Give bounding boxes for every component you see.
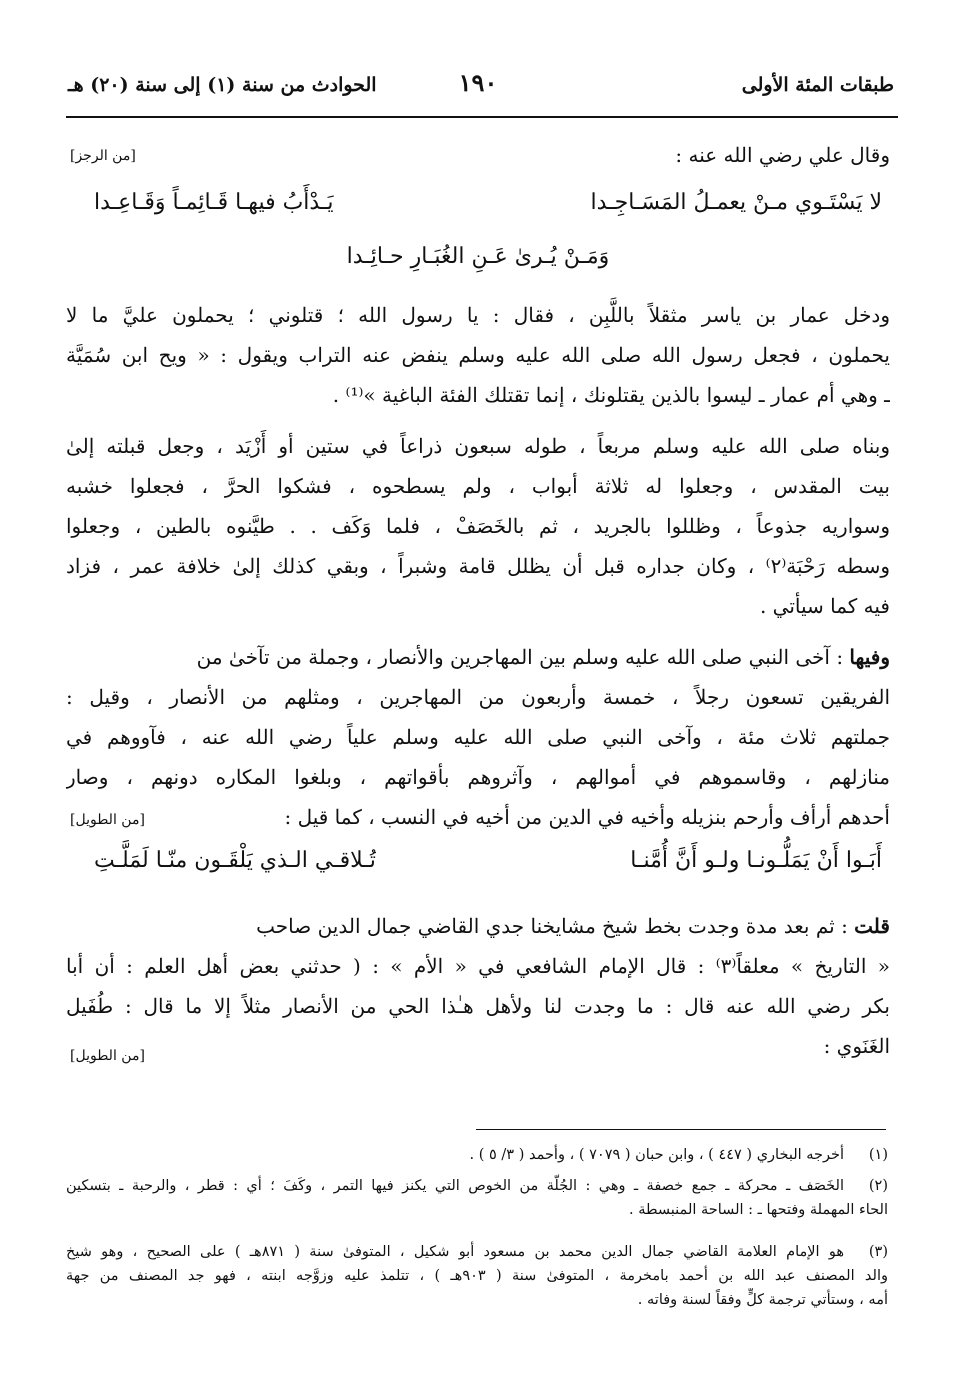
footnote-1-line-1: أخرجه البخاري ( ٤٤٧ ) ، وابن حبان ( ٧٠٧٩ ) ، وأحمد ( ٣/ ٥ ) . bbox=[469, 1147, 844, 1163]
footnote-3-line-1: هو الإمام العلامة القاضي جمال الدين محمد بن مسعود أبو شكيل ، المتوفىٰ سنة ( ٨٧١هـ ) على الصحيح ، وهو شيخ bbox=[66, 1244, 844, 1260]
footnote-2-line-2: الحاء المهملة وفتحها ـ : الساحة المنبسطة . bbox=[628, 1202, 888, 1218]
footnote-1 bbox=[66, 1143, 888, 1167]
verse-3-first-hemistich: أَبَـوا أَنْ يَمَلُّـونـا ولـو أَنَّ أُمَّنـا bbox=[630, 848, 882, 873]
verse-2: وَمَـنْ يُـرىٰ عَـنِ الغُبَـارِ حـائِـدا bbox=[346, 244, 610, 269]
running-head-chapter: الحوادث من سنة (١) إلى سنة (٢٠) هـ bbox=[68, 74, 377, 96]
paragraph-1-line-3: ـ وهي أم عمار ـ ليسوا بالذين يقتلونك ، إنما تقتلك الفئة الباغية »⁽¹⁾ . bbox=[332, 383, 890, 407]
paragraph-3-line-1 bbox=[66, 637, 890, 677]
footnote-3-number: (٣) bbox=[868, 1244, 888, 1260]
verse-3-second-hemistich: تُـلاقـي الـذي يَلْقَـون منّـا لَمَلَّـتِ bbox=[94, 848, 376, 873]
paragraph-2-line-3: وسواريه جذوعاً ، وظللوا بالجريد ، ثم بالخَصَفْ ، فلما وَكَف . . طيَّنوه بالطين ، وجعلوا bbox=[66, 514, 890, 538]
paragraph-4-line-1-text: : ثم بعد مدة وجدت بخط شيخ مشايخنا جدي القاضي جمال الدين صاحب bbox=[256, 914, 848, 938]
paragraph-4-line-1 bbox=[66, 906, 890, 946]
paragraph-3-line-1-text: : آخى النبي صلى الله عليه وسلم بين المهاجرين والأنصار ، وجملة من تآخىٰ من bbox=[196, 645, 844, 669]
footnote-3-cont-b bbox=[66, 1288, 888, 1312]
footnote-1-number: (١) bbox=[868, 1147, 888, 1163]
footnote-3-line-3: أمه ، وستأتي ترجمة كلٍّ وفقاً لسنة وفاته . bbox=[637, 1292, 888, 1308]
footnote-2 bbox=[66, 1174, 888, 1198]
intro-line: وقال علي رضي الله عنه : bbox=[675, 143, 890, 167]
paragraph-3-line-2: الفريقين تسعون رجلاً ، خمسة وأربعون من المهاجرين ، ومثلهم من الأنصار ، وقيل : bbox=[66, 685, 890, 709]
paragraph-4-line-3: بكر رضي الله عنه قال : ما وجدت لنا ولأهل هـٰذا الحي من الأنصار مثلاً إلا ما قال : طُفَيل bbox=[66, 994, 890, 1018]
paragraph-1-line-1: ودخل عمار بن ياسر مثقلاً باللَّبِن ، فقال : يا رسول الله ؛ قتلوني ؛ يحملون عليَّ ما لا bbox=[66, 303, 890, 327]
paragraph-2-line-5: فيه كما سيأتي . bbox=[759, 594, 890, 618]
header-rule bbox=[66, 116, 898, 118]
footnote-separator bbox=[476, 1129, 886, 1130]
footnote-2-line-1: الخَصَف ـ محركة ـ جمع خصفة ـ وهي : الجُلَّة من الخوص التي يكنز فيها التمر ، وكَفَ ؛ أي : قطر ، والرحبة ـ بتسكين bbox=[66, 1178, 844, 1194]
verse-1-second-hemistich: يَـدْأَبُ فيهـا قَـائِمـاً وَقَـاعِـدا bbox=[94, 190, 334, 215]
paragraph-4-line-2: « التاريخ » معلقاً⁽٣⁾ : قال الإمام الشافعي في « الأم » : ( حدثني بعض أهل العلم : أن أبا bbox=[66, 954, 890, 978]
footnote-2-number: (٢) bbox=[868, 1178, 888, 1194]
meter-tag-rajaz: [من الرجز] bbox=[70, 148, 136, 164]
paragraph-3-line-4: منازلهم ، وقاسموهم في أموالهم ، وآثروهم بأقواتهم ، وبلغوا المكاره دونهم ، وصار bbox=[66, 765, 890, 789]
paragraph-3-line-5: أحدهم أرأف وأرحم بنزيله وأخيه في الدين من أخيه في النسب ، كما قيل : bbox=[284, 805, 890, 829]
paragraph-3-line-3: جملتهم ثلاث مئة ، وآخى النبي صلى الله عليه وسلم علياً رضي الله عنه ، فآووهم في bbox=[66, 725, 890, 749]
footnote-2-cont bbox=[66, 1198, 888, 1222]
footnote-3-line-2: والد المصنف عبد الله بن أحمد بامخرمة ، المتوفىٰ سنة ( ٩٠٣هـ ) ، تتلمذ عليه وزوَّجه ابنته ، فهو جد المصنف من جهة bbox=[66, 1268, 888, 1284]
page-number: ١٩٠ bbox=[458, 68, 498, 97]
paragraph-4-lead-word: قلت bbox=[854, 914, 890, 938]
paragraph-4-line-4: الغَنَوي : bbox=[823, 1034, 890, 1058]
paragraph-2-line-2: بيت المقدس ، وجعلوا له ثلاثة أبواب ، ولم يسطحوه ، فشكوا الحرَّ ، فجعلوا خشبه bbox=[66, 474, 890, 498]
footnote-3-cont-a bbox=[66, 1264, 888, 1288]
meter-tag-tawil-1: [من الطويل] bbox=[70, 812, 145, 828]
paragraph-3-lead-word: وفيها bbox=[849, 645, 890, 669]
paragraph-2-line-1: وبناه صلى الله عليه وسلم مربعاً ، طوله سبعون ذراعاً في ستين أو أَزْيَد ، وجعل قبلته إلىٰ bbox=[66, 434, 890, 458]
footnote-3 bbox=[66, 1240, 888, 1264]
paragraph-2-line-4: وسطه رَحْبَة⁽٢⁾ ، وكان جداره قبل أن يظلل قامة وشبراً ، وبقي كذلك إلىٰ خلافة عمر ، فزاد bbox=[66, 554, 890, 578]
running-head-book-title: طبقات المئة الأولى bbox=[741, 74, 894, 96]
meter-tag-tawil-2: [من الطويل] bbox=[70, 1048, 145, 1064]
verse-1-first-hemistich: لا يَسْتَـوي مـنْ يعمـلُ المَسَـاجِـدا bbox=[590, 190, 882, 215]
paragraph-1-line-2: يحملون ، فجعل رسول الله صلى الله عليه وسلم ينفض عنه التراب ويقول : « ويح ابن سُمَيَّة bbox=[66, 343, 890, 367]
